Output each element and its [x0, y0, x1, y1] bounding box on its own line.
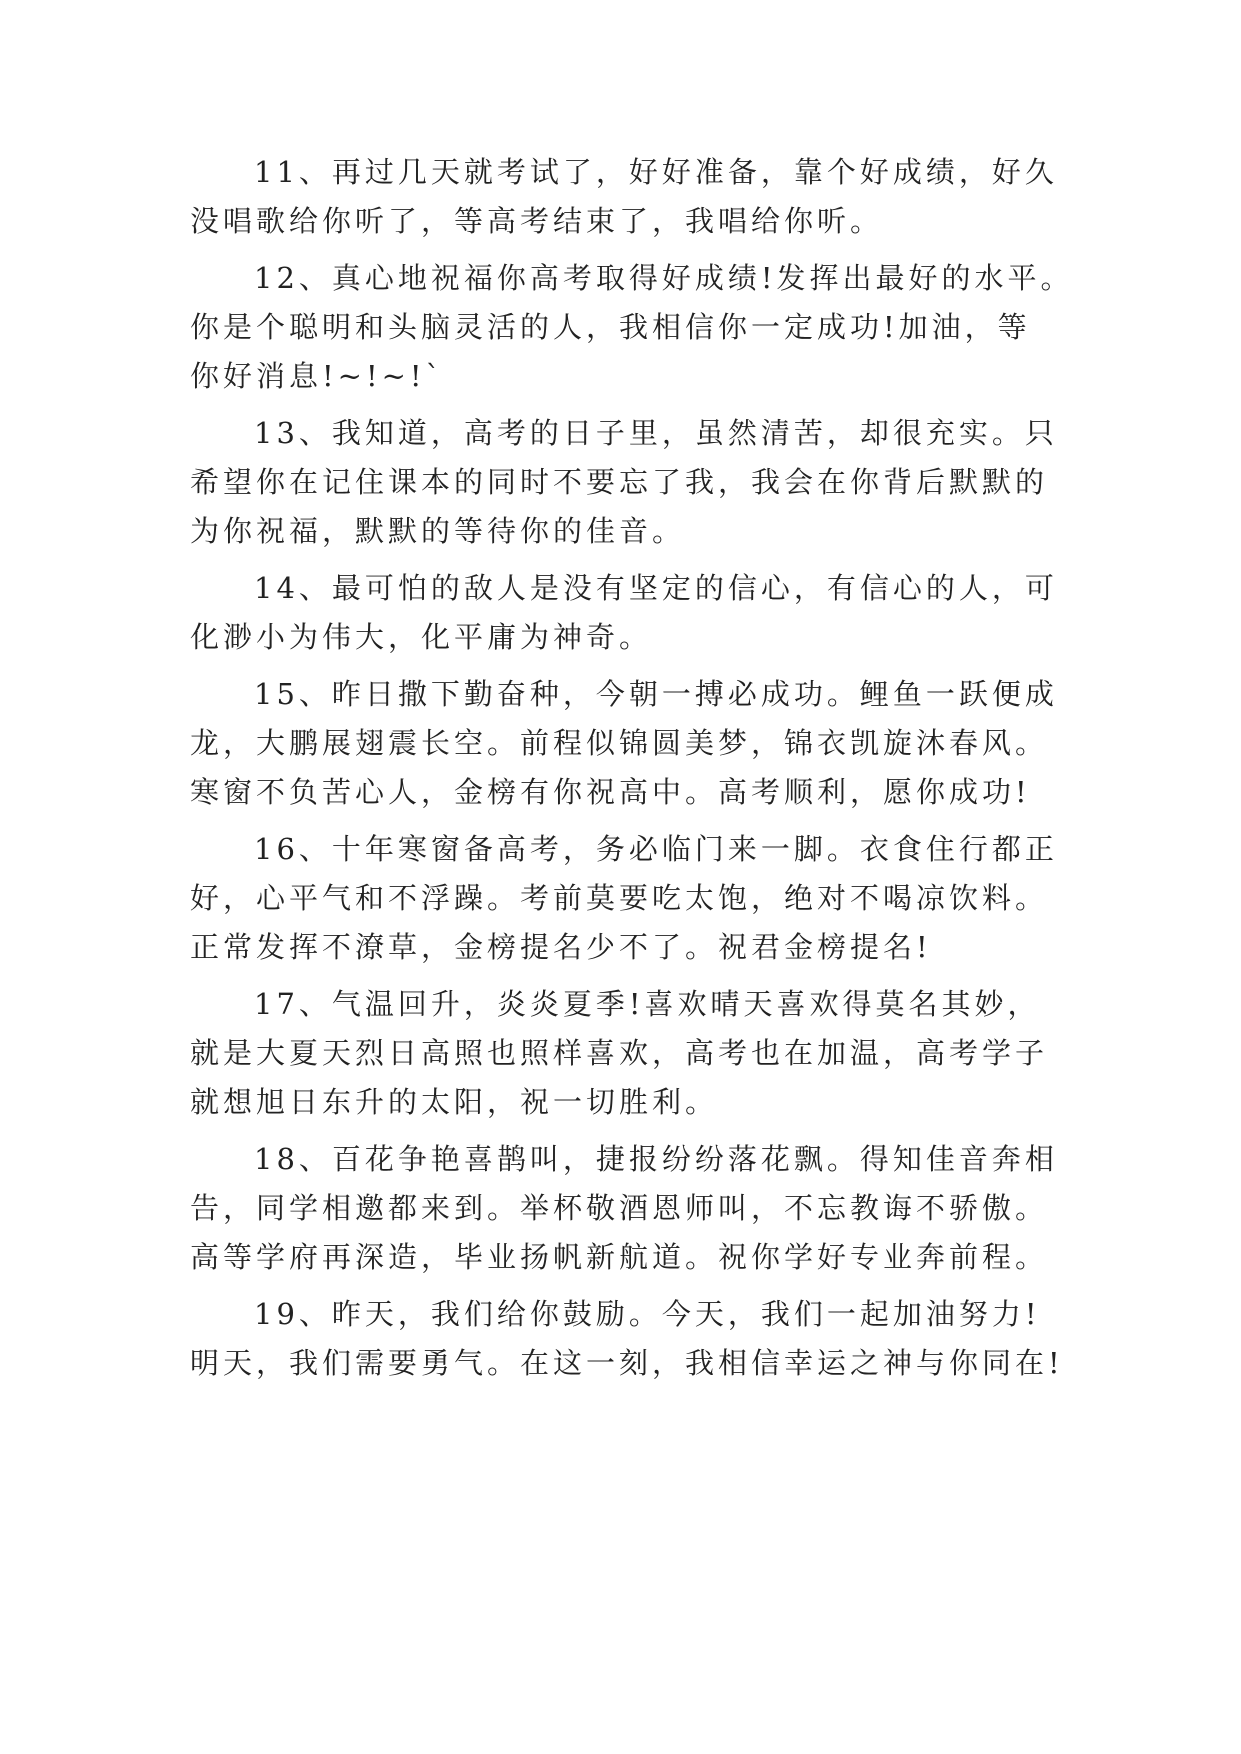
paragraph-line: 正常发挥不潦草，金榜提名少不了。祝君金榜提名!: [190, 930, 932, 964]
paragraph-19: [190, 1290, 1090, 1388]
paragraph-line: 高等学府再深造，毕业扬帆新航道。祝你学好专业奔前程。: [190, 1240, 1049, 1274]
paragraph-14: [190, 564, 1090, 662]
paragraph-line: 16、十年寒窗备高考，务必临门来一脚。衣食住行都正: [254, 832, 1058, 866]
paragraph-13: [190, 409, 1090, 556]
paragraph-12: [190, 254, 1090, 401]
paragraph-line: 就是大夏天烈日高照也照样喜欢，高考也在加温，高考学子: [190, 1036, 1049, 1070]
paragraph-15: [190, 670, 1090, 817]
paragraph-line: 你好消息!~!~!`: [190, 359, 445, 393]
paragraph-17: [190, 980, 1090, 1127]
paragraph-line: 17、气温回升，炎炎夏季!喜欢晴天喜欢得莫名其妙，: [254, 987, 1041, 1021]
paragraph-line: 龙，大鹏展翅震长空。前程似锦圆美梦，锦衣凯旋沐春风。: [190, 726, 1049, 760]
paragraph-line: 19、昨天，我们给你鼓励。今天，我们一起加油努力!: [254, 1297, 1041, 1331]
paragraph-line: 为你祝福，默默的等待你的佳音。: [190, 514, 686, 548]
paragraph-line: 12、真心地祝福你高考取得好成绩!发挥出最好的水平。: [254, 261, 1074, 295]
paragraph-line: 15、昨日撒下勤奋种，今朝一搏必成功。鲤鱼一跃便成: [254, 677, 1058, 711]
paragraph-line: 你是个聪明和头脑灵活的人，我相信你一定成功!加油，等: [190, 310, 1031, 344]
paragraph-18: [190, 1135, 1090, 1282]
paragraph-16: [190, 825, 1090, 972]
paragraph-line: 就想旭日东升的太阳，祝一切胜利。: [190, 1085, 719, 1119]
paragraph-line: 没唱歌给你听了，等高考结束了，我唱给你听。: [190, 204, 884, 238]
paragraph-line: 好，心平气和不浮躁。考前莫要吃太饱，绝对不喝凉饮料。: [190, 881, 1049, 915]
paragraph-11: [190, 148, 1090, 246]
paragraph-line: 化渺小为伟大，化平庸为神奇。: [190, 620, 653, 654]
paragraph-line: 寒窗不负苦心人，金榜有你祝高中。高考顺利，愿你成功!: [190, 775, 1031, 809]
paragraph-line: 11、再过几天就考试了，好好准备，靠个好成绩，好久: [254, 155, 1058, 189]
paragraph-line: 13、我知道，高考的日子里，虽然清苦，却很充实。只: [254, 416, 1058, 450]
paragraph-line: 希望你在记住课本的同时不要忘了我，我会在你背后默默的: [190, 465, 1049, 499]
paragraph-line: 明天，我们需要勇气。在这一刻，我相信幸运之神与你同在!: [190, 1346, 1064, 1380]
paragraph-line: 告，同学相邀都来到。举杯敬酒恩师叫，不忘教诲不骄傲。: [190, 1191, 1049, 1225]
document-body: [190, 148, 1090, 1396]
paragraph-line: 18、百花争艳喜鹊叫，捷报纷纷落花飘。得知佳音奔相: [254, 1142, 1058, 1176]
paragraph-line: 14、最可怕的敌人是没有坚定的信心，有信心的人，可: [254, 571, 1058, 605]
